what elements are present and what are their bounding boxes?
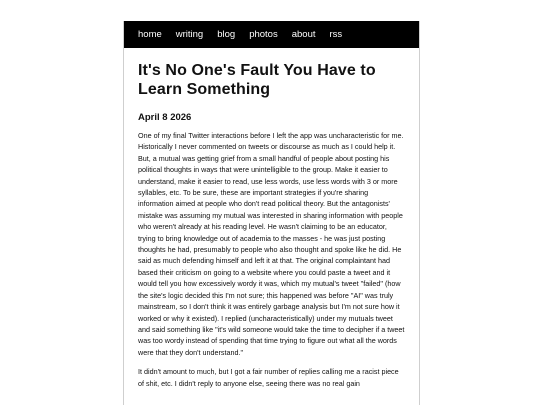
- post-paragraph-2: It didn't amount to much, but I got a fair number of replies calling me a racist piece of shit, etc. I didn't reply to anyone else, seeing there was no real gain: [138, 367, 399, 388]
- nav-link-about[interactable]: about: [291, 29, 316, 40]
- nav-link-photos[interactable]: photos: [249, 29, 278, 40]
- top-nav: [124, 21, 419, 48]
- nav-link-blog[interactable]: blog: [217, 29, 236, 40]
- nav-link-rss[interactable]: rss: [329, 29, 343, 40]
- post-content: [124, 61, 419, 389]
- page-container: [123, 21, 420, 405]
- nav-link-home[interactable]: home: [138, 29, 162, 40]
- post-date: April 8 2026: [138, 112, 192, 123]
- nav-link-writing[interactable]: writing: [175, 29, 204, 40]
- post-title: It's No One's Fault You Have to Learn Something: [138, 62, 376, 98]
- post-paragraph-1: One of my final Twitter interactions before I left the app was uncharacteristic for me. Historically I never commented on tweets or discourse as much as I could help it. But, a mutual was getting grief from a small handful of people about posting his political thoughts in ways that were unintelligible to the group. Make it easier to understand, make it easier to read, use less words, use less words with 3 or more syllables, etc. To be sure, these are important strategies if you're sharing information aimed at people who don't read political theory. But the antagonists' mistake was assuming my mutual was interested in sharing information with people who weren't already at his reading level. He wasn't claiming to be an educator, trying to bring knowledge out of academia to the masses - he was just posting thoughts he had, presumably to people who also thought and spoke like he did. He said as much defending himself and left it at that. The original complaintant had based their criticism on going to a website where you could paste a tweet and it would tell you how excessively wordy it was, which my mutual's tweet "failed" (how the site's logic decided this I'm not sure; this happened was before "AI" was truly mainstream, so I don't think it was entirely garbage analysis but I'm not sure how it worked or why it existed). I replied (uncharacteristically) under my mutuals tweet and said something like "it's wild someone would take the time to decipher if a tweet was too wordy instead of spending that time trying to figure out what all the words were that they don't understand.": [138, 131, 405, 357]
